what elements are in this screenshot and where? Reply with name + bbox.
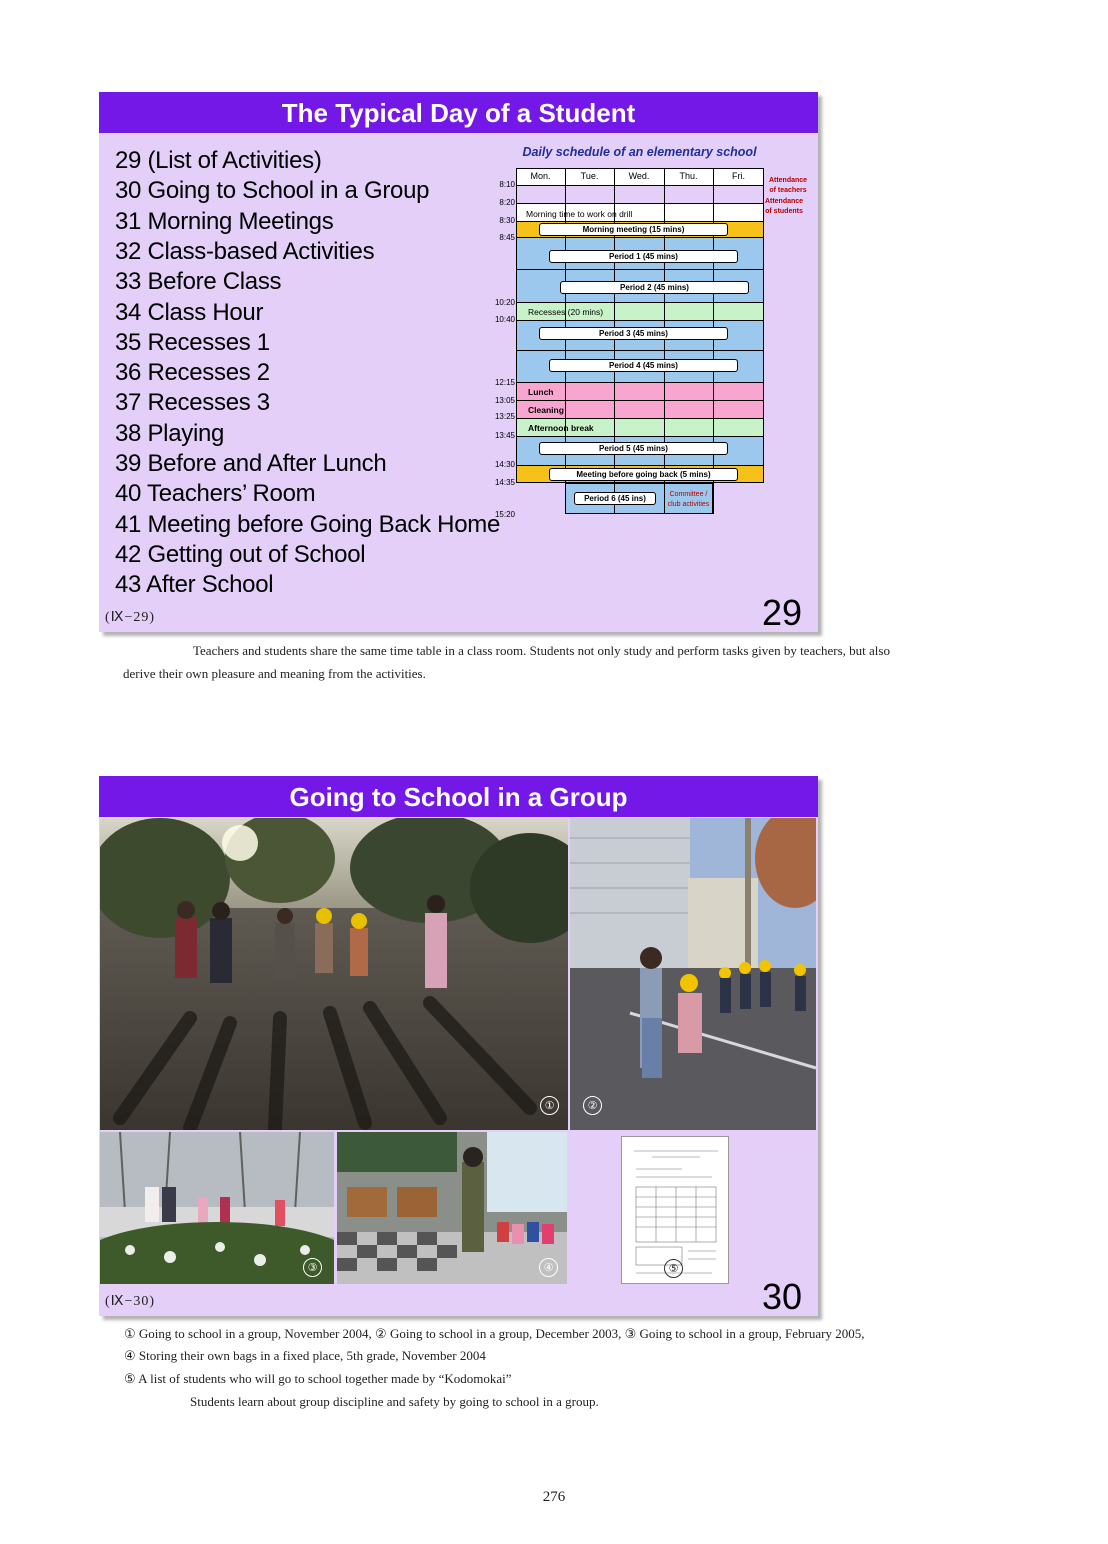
cleaning-label: Cleaning bbox=[528, 405, 564, 415]
day-header: Tue. bbox=[580, 171, 599, 181]
meeting-back-pill: Meeting before going back (5 mins) bbox=[549, 468, 738, 481]
slide-30-caption-line-1: ① Going to school in a group, November 2004, ② Going to school in a group, December 2003, ③ Going to school in a group, February 2005, bbox=[124, 1326, 865, 1341]
page-number: 276 bbox=[542, 1489, 566, 1505]
morning-meeting-pill: Morning meeting (15 mins) bbox=[539, 223, 728, 236]
activity-item: 34 Class Hour bbox=[115, 298, 264, 326]
slide-30-caption-line-2: ④ Storing their own bags in a fixed place, 5th grade, November 2004 bbox=[124, 1348, 486, 1363]
period-1-pill: Period 1 (45 mins) bbox=[549, 250, 738, 263]
recesses-label: Recesses (20 mins) bbox=[528, 307, 604, 317]
photo-3-image bbox=[100, 1132, 334, 1284]
photo-students-walking-group bbox=[100, 818, 568, 1130]
time-label: 13:45 bbox=[494, 431, 515, 440]
day-header: Thu. bbox=[679, 171, 698, 181]
slide-code: (Ⅸ−30) bbox=[105, 1294, 156, 1309]
activity-item: 29 (List of Activities) bbox=[115, 147, 322, 174]
photo-marker-2: ② bbox=[583, 1096, 602, 1115]
time-label: 8:30 bbox=[499, 216, 515, 225]
photo-winter-walk bbox=[100, 1132, 334, 1284]
afternoon-break-label: Afternoon break bbox=[528, 423, 594, 433]
activity-item: 36 Recesses 2 bbox=[115, 359, 270, 387]
activity-item: 43 After School bbox=[115, 571, 274, 599]
activity-item: 32 Class-based Activities bbox=[115, 237, 375, 265]
activity-item: 41 Meeting before Going Back Home bbox=[115, 510, 500, 538]
time-label: 10:20 bbox=[494, 298, 515, 307]
period-6-pill: Period 6 (45 ins) bbox=[574, 492, 656, 505]
slide-30-caption-line-4: Students learn about group discipline and safety by going to school in a group. bbox=[190, 1394, 599, 1409]
slide-29-caption-line-2: derive their own pleasure and meaning from the activities. bbox=[123, 666, 426, 681]
schedule-title: Daily schedule of an elementary school bbox=[522, 145, 757, 159]
activity-item: 42 Getting out of School bbox=[115, 540, 366, 568]
activity-item: 35 Recesses 1 bbox=[115, 328, 270, 356]
photo-4-image bbox=[337, 1132, 567, 1284]
schedule-grid bbox=[516, 168, 764, 483]
photo-classroom-bags bbox=[337, 1132, 567, 1284]
time-label: 12:15 bbox=[494, 378, 515, 387]
photo-student-list-document bbox=[621, 1136, 729, 1284]
drill-label: Morning time to work on drill bbox=[526, 209, 633, 219]
activity-item: 31 Morning Meetings bbox=[115, 207, 334, 235]
day-header: Mon. bbox=[530, 171, 551, 181]
activity-item: 40 Teachers’ Room bbox=[115, 480, 316, 508]
activity-item: 33 Before Class bbox=[115, 268, 282, 296]
period-4-pill: Period 4 (45 mins) bbox=[549, 359, 738, 372]
attendance-teachers-note: Attendance of teachers bbox=[768, 177, 808, 194]
period-3-pill: Period 3 (45 mins) bbox=[539, 327, 728, 340]
time-label: 14:35 bbox=[494, 478, 515, 487]
slide-30-caption-line-3: ⑤ A list of students who will go to school together made by “Kodomokai” bbox=[124, 1371, 512, 1386]
day-divider bbox=[664, 168, 665, 514]
period-5-pill: Period 5 (45 mins) bbox=[539, 442, 728, 455]
time-label: 15:20 bbox=[494, 510, 515, 519]
slide-number: 30 bbox=[761, 1276, 802, 1317]
day-divider bbox=[614, 168, 615, 514]
slide-title: Going to School in a Group bbox=[99, 776, 818, 817]
time-label: 13:25 bbox=[494, 412, 515, 421]
day-divider bbox=[565, 168, 566, 514]
photo-marker-4: ④ bbox=[539, 1258, 558, 1277]
photo-children-street bbox=[570, 818, 816, 1130]
activity-item: 30 Going to School in a Group bbox=[115, 177, 430, 205]
photo-marker-5: ⑤ bbox=[664, 1259, 683, 1278]
photo-2-image bbox=[570, 818, 816, 1130]
day-divider bbox=[713, 168, 714, 514]
activity-item: 37 Recesses 3 bbox=[115, 389, 270, 417]
time-label: 10:40 bbox=[494, 315, 515, 324]
photo-marker-3: ③ bbox=[303, 1258, 322, 1277]
time-label: 14:30 bbox=[494, 460, 515, 469]
slide-title: The Typical Day of a Student bbox=[99, 92, 818, 133]
period-2-pill: Period 2 (45 mins) bbox=[560, 281, 749, 294]
photo-marker-1: ① bbox=[540, 1096, 559, 1115]
day-header: Fri. bbox=[732, 171, 745, 181]
time-label: 8:20 bbox=[499, 198, 515, 207]
committee-note: Committee / club activities bbox=[667, 491, 710, 508]
attendance-students-note: Attendance of students bbox=[764, 198, 804, 215]
time-label: 13:05 bbox=[494, 396, 515, 405]
time-label: 8:45 bbox=[499, 233, 515, 242]
slide-number: 29 bbox=[761, 592, 802, 633]
activity-item: 38 Playing bbox=[115, 419, 225, 447]
photo-1-image bbox=[100, 818, 568, 1130]
slide-code: (Ⅸ−29) bbox=[105, 610, 156, 625]
time-label: 8:10 bbox=[499, 180, 515, 189]
slide-29-caption-line-1: Teachers and students share the same time table in a class room. Students not only study and perform tasks given by teachers, but also bbox=[193, 643, 890, 658]
activity-item: 39 Before and After Lunch bbox=[115, 450, 387, 477]
lunch-label: Lunch bbox=[528, 387, 554, 397]
day-header: Wed. bbox=[628, 171, 650, 181]
